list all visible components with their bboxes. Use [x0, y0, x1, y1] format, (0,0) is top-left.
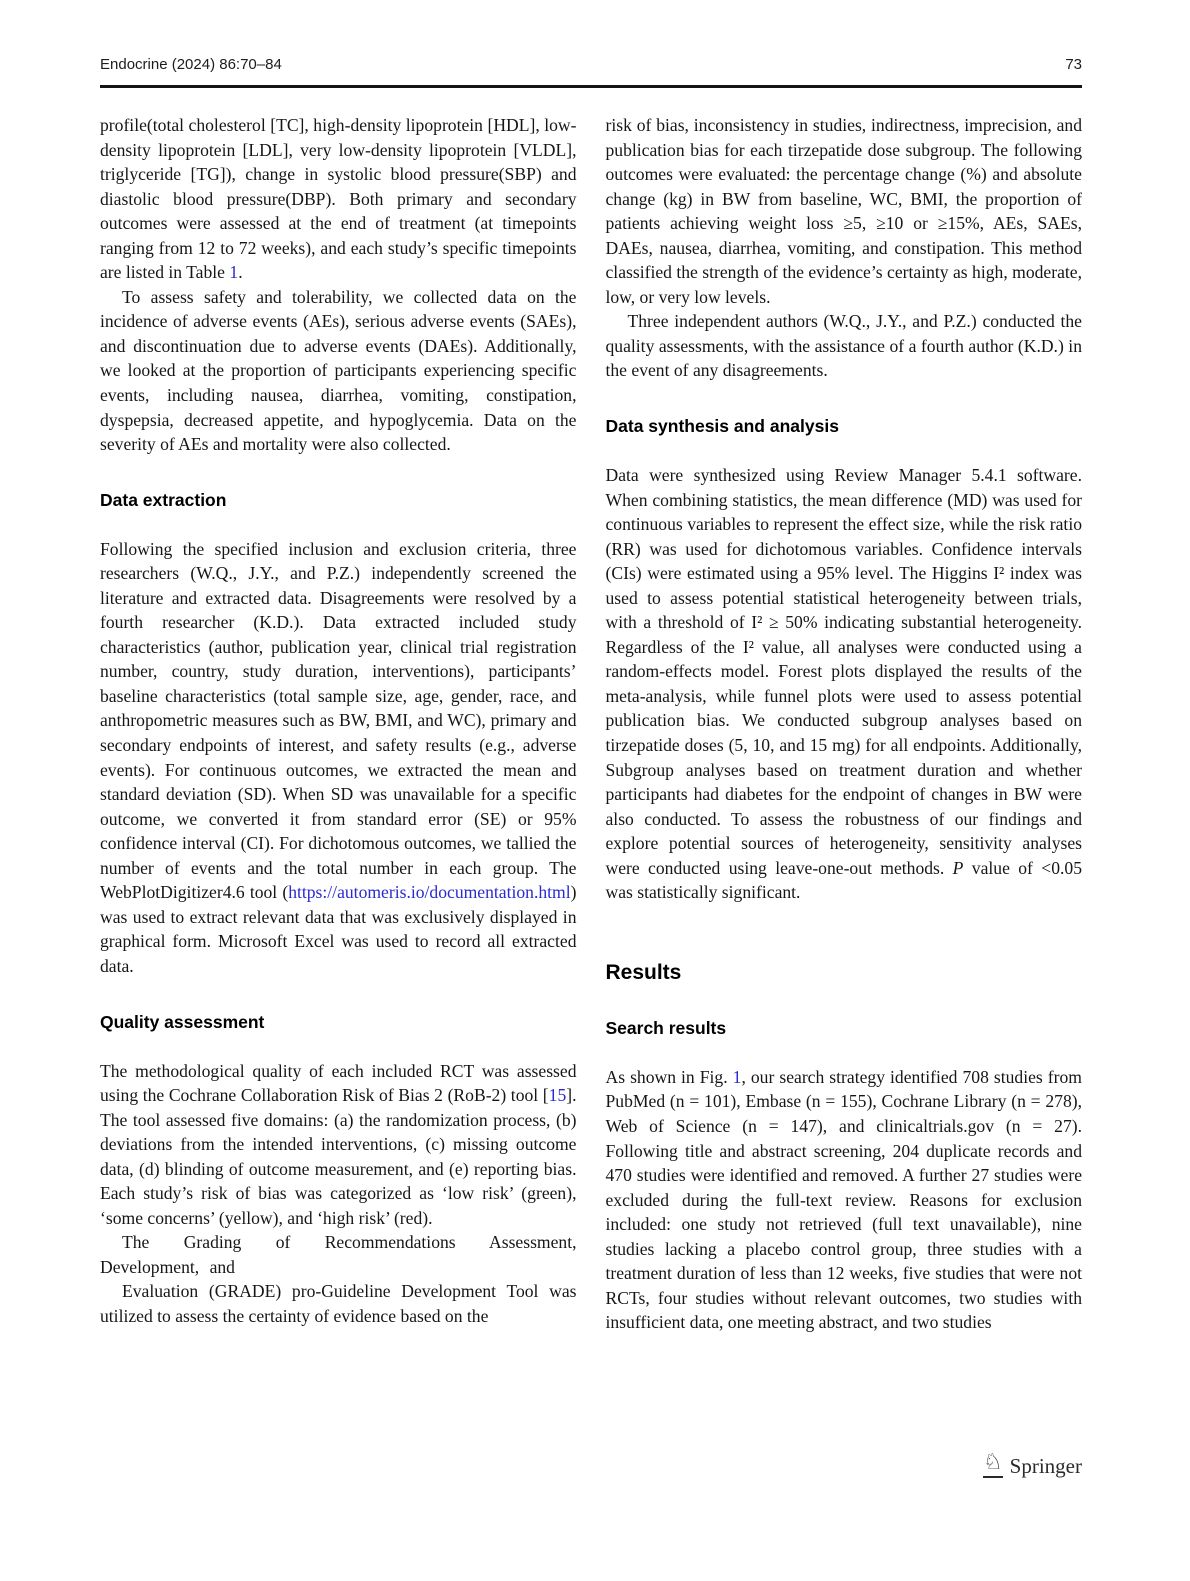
text-run: , our search strategy identified 708 studies from PubMed (n = 101), Embase (n = 155), Cochrane Library (n = 278), Web of Science (n = 147), and clinicaltrials.gov (n = 27). Following title and abstract screening, 204 duplicate records and 470 studies were identified and removed. A further 27 studies were excluded during the full-text review. Reasons for exclusion included: one study not retrieved (full text unavailable), nine studies lacking a placebo control group, three studies with a treatment duration of less than 12 weeks, five studies that were not RCTs, four studies without relevant outcomes, two studies with insufficient data, one meeting abstract, and two studies [605, 1066, 1082, 1333]
section-heading: Search results [605, 1017, 727, 1038]
paragraph [100, 1059, 577, 1231]
header-rule [100, 85, 1082, 88]
paragraph [100, 113, 577, 285]
page-header [100, 56, 1082, 74]
paragraph [100, 537, 577, 979]
publisher-footer [983, 1452, 1082, 1478]
page-number: 73 [1065, 56, 1082, 73]
journal-citation: Endocrine (2024) 86:70–84 [100, 56, 282, 73]
section-heading: Quality assessment [100, 1011, 265, 1032]
inline-link[interactable]: 1 [229, 262, 239, 283]
text-run: ) was used to extract relevant data that was exclusively displayed in graphical form. Microsoft Excel was used to record all extracted data. [100, 882, 577, 976]
text-run: Data were synthesized using Review Manager 5.4.1 software. When combining statistics, the mean difference (MD) was used for continuous variables to represent the effect size, while the risk ratio (RR) was used for dichotomous variables. Confidence intervals (CIs) were estimated using a 95% level. The Higgins I² index was used to assess potential statistical heterogeneity between trials, with a threshold of I² ≥ 50% indicating substantial heterogeneity. Regardless of the I² value, all analyses were conducted using a random-effects model. Forest plots displayed the results of the meta-analysis, while funnel plots were used to assess potential publication bias. We conducted subgroup analyses based on tirzepatide doses (5, 10, and 15 mg) for all endpoints. Additionally, Subgroup analyses based on treatment duration and whether participants had diabetes for the endpoint of changes in BW were also conducted. To assess the robustness of our findings and explore potential sources of heterogeneity, sensitivity analyses were conducted using leave-one-out methods. [605, 465, 1082, 878]
inline-link[interactable]: 1 [732, 1066, 742, 1087]
inline-link[interactable]: https://automeris.io/documentation.html [288, 882, 571, 903]
text-run: . [238, 262, 243, 283]
springer-knight-icon: ♘ [983, 1452, 1003, 1478]
paragraph [606, 463, 1083, 905]
text-run: profile(total cholesterol [TC], high-density lipoprotein [HDL], low-density lipoprotein [LDL], very low-density lipoprotein [VLDL], triglyceride [TG]), change in systolic blood pressure(SBP) and diastolic blood pressure(DBP). Both primary and secondary outcomes were assessed at the end of treatment (at timepoints ranging from 12 to 72 weeks), and each study’s specific timepoints are listed in Table [100, 115, 577, 283]
section-heading: Data extraction [100, 489, 227, 510]
paragraph [606, 113, 1083, 309]
paragraph [606, 309, 1083, 383]
inline-link[interactable]: 15 [548, 1085, 567, 1106]
section-heading: Data synthesis and analysis [605, 416, 839, 437]
text-run: To assess safety and tolerability, we collected data on the incidence of adverse events (AEs), serious adverse events (SAEs), and discontinuation due to adverse events (DAEs). Additionally, we looked at the proportion of participants experiencing specific events, including nausea, diarrhea, vomiting, constipation, dyspepsia, decreased appetite, and hypoglycemia. Data on the severity of AEs and mortality were also collected. [100, 286, 577, 455]
inline-italic-text: P [952, 857, 964, 878]
paragraph [606, 1065, 1083, 1335]
text-run: Evaluation (GRADE) pro-Guideline Development Tool was utilized to assess the certainty of evidence based on the [100, 1281, 577, 1326]
paragraph [100, 1279, 577, 1328]
paragraph [100, 1230, 577, 1279]
text-run: ]. The tool assessed five domains: (a) the randomization process, (b) deviations from the intended interventions, (c) missing outcome data, (d) blinding of outcome measurement, and (e) reporting bias. Each study’s risk of bias was categorized as ‘low risk’ (green), ‘some concerns’ (yellow), and ‘high risk’ (red). [100, 1085, 577, 1228]
text-run: Following the specified inclusion and exclusion criteria, three researchers (W.Q., J.Y., and P.Z.) independently screened the literature and extracted data. Disagreements were resolved by a fourth researcher (K.D.). Data extracted included study characteristics (author, publication year, clinical trial registration number, country, study duration, interventions), participants’ baseline characteristics (total sample size, age, gender, race, and anthropometric measures such as BW, BMI, and WC), primary and secondary endpoints of interest, and safety results (e.g., adverse events). For continuous outcomes, we extracted the mean and standard deviation (SD). When SD was unavailable for a specific outcome, we converted it from standard error (SE) or 95% confidence interval (CI). For dichotomous outcomes, we tallied the number of events and the total number in each group. The WebPlotDigitizer4.6 tool ( [100, 538, 577, 903]
text-run: risk of bias, inconsistency in studies, indirectness, imprecision, and publication bias for each tirzepatide dose subgroup. The following outcomes were evaluated: the percentage change (%) and absolute change (kg) in BW from baseline, WC, BMI, the proportion of patients achieving weight loss ≥5, ≥10 or ≥15%, AEs, SAEs, DAEs, nausea, diarrhea, vomiting, and constipation. This method classified the strength of the evidence’s certainty as high, moderate, low, or very low levels. [605, 115, 1082, 307]
text-run: Three independent authors (W.Q., J.Y., and P.Z.) conducted the quality assessments, with the assistance of a fourth author (K.D.) in the event of any disagreements. [605, 311, 1082, 381]
article-body [100, 113, 1082, 1335]
text-run: The methodological quality of each included RCT was assessed using the Cochrane Collaboration Risk of Bias 2 (RoB-2) tool [ [100, 1060, 577, 1106]
text-run: As shown in Fig. [605, 1066, 733, 1087]
publisher-name: Springer [1009, 1454, 1082, 1478]
major-section-heading: Results [605, 960, 682, 984]
column-right [606, 113, 1083, 1335]
text-run: The Grading of Recommendations Assessment, Development, and [100, 1232, 577, 1277]
column-left [100, 113, 577, 1335]
text-run: value of <0.05 was statistically significant. [605, 857, 1082, 903]
paragraph [100, 285, 577, 457]
